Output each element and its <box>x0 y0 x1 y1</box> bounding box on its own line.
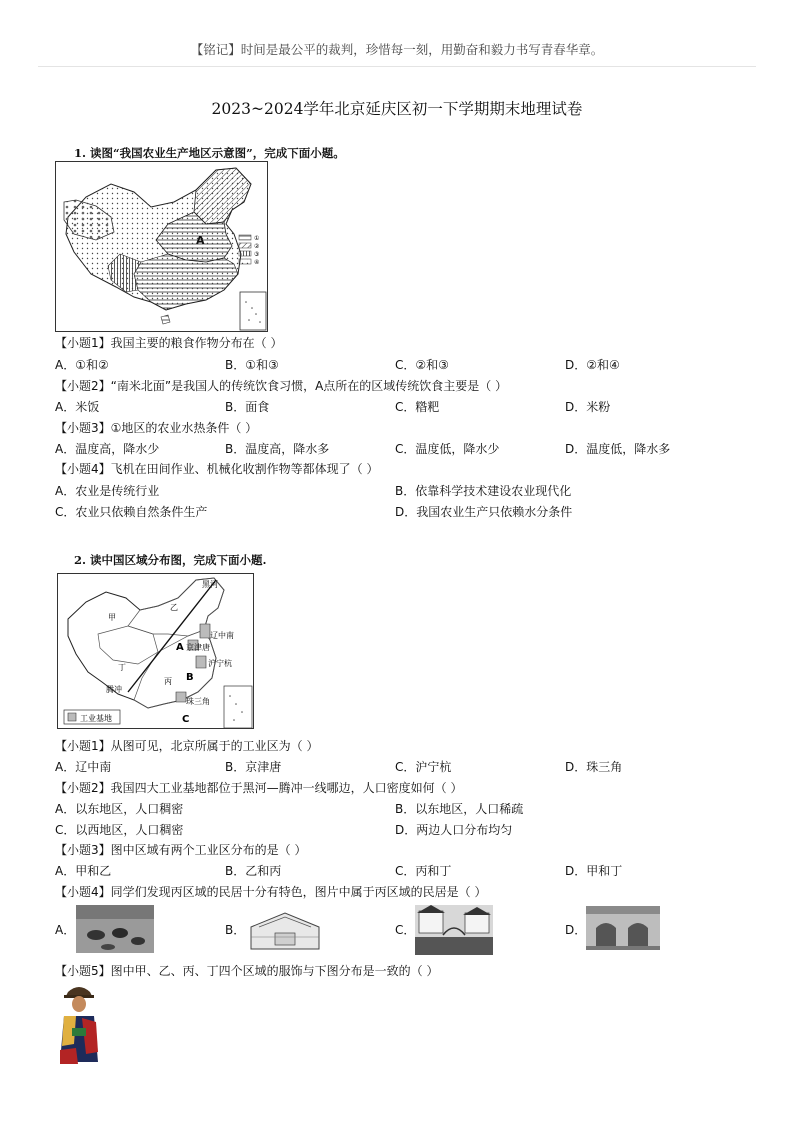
label-bing: 丙 <box>164 677 172 686</box>
q1-sub1-option-b[interactable]: B．①和③ <box>225 358 279 372</box>
q2-sub4-option-c[interactable]: C． <box>395 923 416 937</box>
q2-sub3-option-b[interactable]: B．乙和丙 <box>225 864 282 878</box>
map-legend <box>239 235 260 266</box>
q2-sub4-text: 【小题4】同学们发现丙区域的民居十分有特色，图片中属于丙区域的民居是（ ） <box>55 885 487 899</box>
q1-sub2-option-c[interactable]: C．糌粑 <box>395 400 440 414</box>
q1-sub1-text: 【小题1】我国主要的粮食作物分布在（ ） <box>55 336 283 350</box>
q1-sub3-text: 【小题3】①地区的农业水热条件（ ） <box>55 421 258 435</box>
q1-sub2-option-a[interactable]: A．米饭 <box>55 400 100 414</box>
agriculture-region-map <box>55 161 268 332</box>
china-region-map-drawing <box>58 574 253 728</box>
q1-sub1-option-c[interactable]: C．②和③ <box>395 358 449 372</box>
legend-3: ③ <box>254 251 260 258</box>
q2-sub1-text: 【小题1】从图可见，北京所属于的工业区为（ ） <box>55 739 319 753</box>
q2-sub3-option-d[interactable]: D．甲和丁 <box>565 864 623 878</box>
q2-sub3-option-a[interactable]: A．甲和乙 <box>55 864 112 878</box>
q2-sub2-option-a[interactable]: A．以东地区，人口稠密 <box>55 802 184 816</box>
q1-sub3-option-a[interactable]: A．温度高，降水少 <box>55 442 160 456</box>
q2-sub4-option-d[interactable]: D． <box>565 923 587 937</box>
exam-title: 2023~2024学年北京延庆区初一下学期期末地理试卷 <box>211 100 583 118</box>
question-1-stem: 1. 读图“我国农业生产地区示意图”，完成下面小题。 <box>74 146 345 160</box>
q1-sub1-option-a[interactable]: A．①和② <box>55 358 109 372</box>
q1-sub4-option-b[interactable]: B．依靠科学技术建设农业现代化 <box>395 484 572 498</box>
q2-sub2-option-c[interactable]: C．以西地区，人口稠密 <box>55 823 184 837</box>
q2-sub2-option-d[interactable]: D．两边人口分布均匀 <box>395 823 513 837</box>
label-jingjintang: 京津唐 <box>186 643 210 652</box>
question-2-stem: 2. 读中国区域分布图，完成下面小题. <box>74 553 267 567</box>
region-a-label: A <box>196 234 205 247</box>
label-heihe: 黑河 <box>202 580 218 589</box>
q2-sub4-option-a[interactable]: A． <box>55 923 76 937</box>
dwelling-photo-c[interactable] <box>415 905 493 955</box>
q1-sub4-text: 【小题4】飞机在田间作业、机械化收割作物等都体现了（ ） <box>55 462 379 476</box>
dwelling-photo-d[interactable] <box>586 906 660 950</box>
q1-sub4-option-c[interactable]: C．农业只依赖自然条件生产 <box>55 505 208 519</box>
legend-2: ② <box>254 243 260 250</box>
label-c: C <box>182 714 190 725</box>
label-tengchong: 腾冲 <box>106 685 122 694</box>
china-region-map <box>57 573 254 729</box>
header-motto: 【铭记】时间是最公平的裁判，珍惜每一刻，用勤奋和毅力书写青春华章。 <box>190 42 604 57</box>
south-sea-inset-2 <box>224 686 252 728</box>
q1-sub4-option-d[interactable]: D．我国农业生产只依赖水分条件 <box>395 505 573 519</box>
ethnic-costume-photo <box>56 982 103 1066</box>
q2-sub4-option-b[interactable]: B． <box>225 923 246 937</box>
label-liaozhongnan: 辽中南 <box>210 631 234 640</box>
china-agriculture-map-drawing <box>56 162 267 331</box>
q2-sub2-option-b[interactable]: B．以东地区，人口稀疏 <box>395 802 524 816</box>
dwelling-photo-a[interactable] <box>76 905 154 953</box>
q1-sub2-text: 【小题2】“南米北面”是我国人的传统饮食习惯，A点所在的区域传统饮食主要是（ ） <box>55 379 508 393</box>
q2-sub5-text: 【小题5】图中甲、乙、丙、丁四个区域的服饰与下图分布是一致的（ ） <box>55 964 439 978</box>
q2-sub3-option-c[interactable]: C．丙和丁 <box>395 864 452 878</box>
q2-sub1-option-a[interactable]: A．辽中南 <box>55 760 112 774</box>
q1-sub1-option-d[interactable]: D．②和④ <box>565 358 620 372</box>
q1-sub4-option-a[interactable]: A．农业是传统行业 <box>55 484 160 498</box>
q2-sub1-option-c[interactable]: C．沪宁杭 <box>395 760 452 774</box>
header-divider <box>38 66 756 67</box>
label-b: B <box>186 672 194 683</box>
south-sea-inset <box>240 292 266 330</box>
label-jia: 甲 <box>108 613 116 622</box>
q2-sub2-text: 【小题2】我国四大工业基地都位于黑河—腾冲一线哪边，人口密度如何（ ） <box>55 781 463 795</box>
q2-sub3-text: 【小题3】图中区域有两个工业区分布的是（ ） <box>55 843 307 857</box>
q1-sub2-option-b[interactable]: B．面食 <box>225 400 270 414</box>
dwelling-photo-b[interactable] <box>245 905 325 955</box>
legend-industrial-base: 工业基地 <box>80 714 112 723</box>
q1-sub2-option-d[interactable]: D．米粉 <box>565 400 611 414</box>
label-huninghang: 沪宁杭 <box>208 659 232 668</box>
legend-1: ① <box>254 235 260 242</box>
label-zhusanjiao: 珠三角 <box>186 697 210 706</box>
q2-sub1-option-d[interactable]: D．珠三角 <box>565 760 623 774</box>
q2-sub1-option-b[interactable]: B．京津唐 <box>225 760 282 774</box>
q1-sub3-option-c[interactable]: C．温度低，降水少 <box>395 442 500 456</box>
label-a: A <box>176 642 184 653</box>
label-yi: 乙 <box>170 603 178 612</box>
q1-sub3-option-d[interactable]: D．温度低，降水多 <box>565 442 671 456</box>
legend-4: ④ <box>254 259 260 266</box>
q1-sub3-option-b[interactable]: B．温度高，降水多 <box>225 442 330 456</box>
label-ding: 丁 <box>118 663 126 672</box>
